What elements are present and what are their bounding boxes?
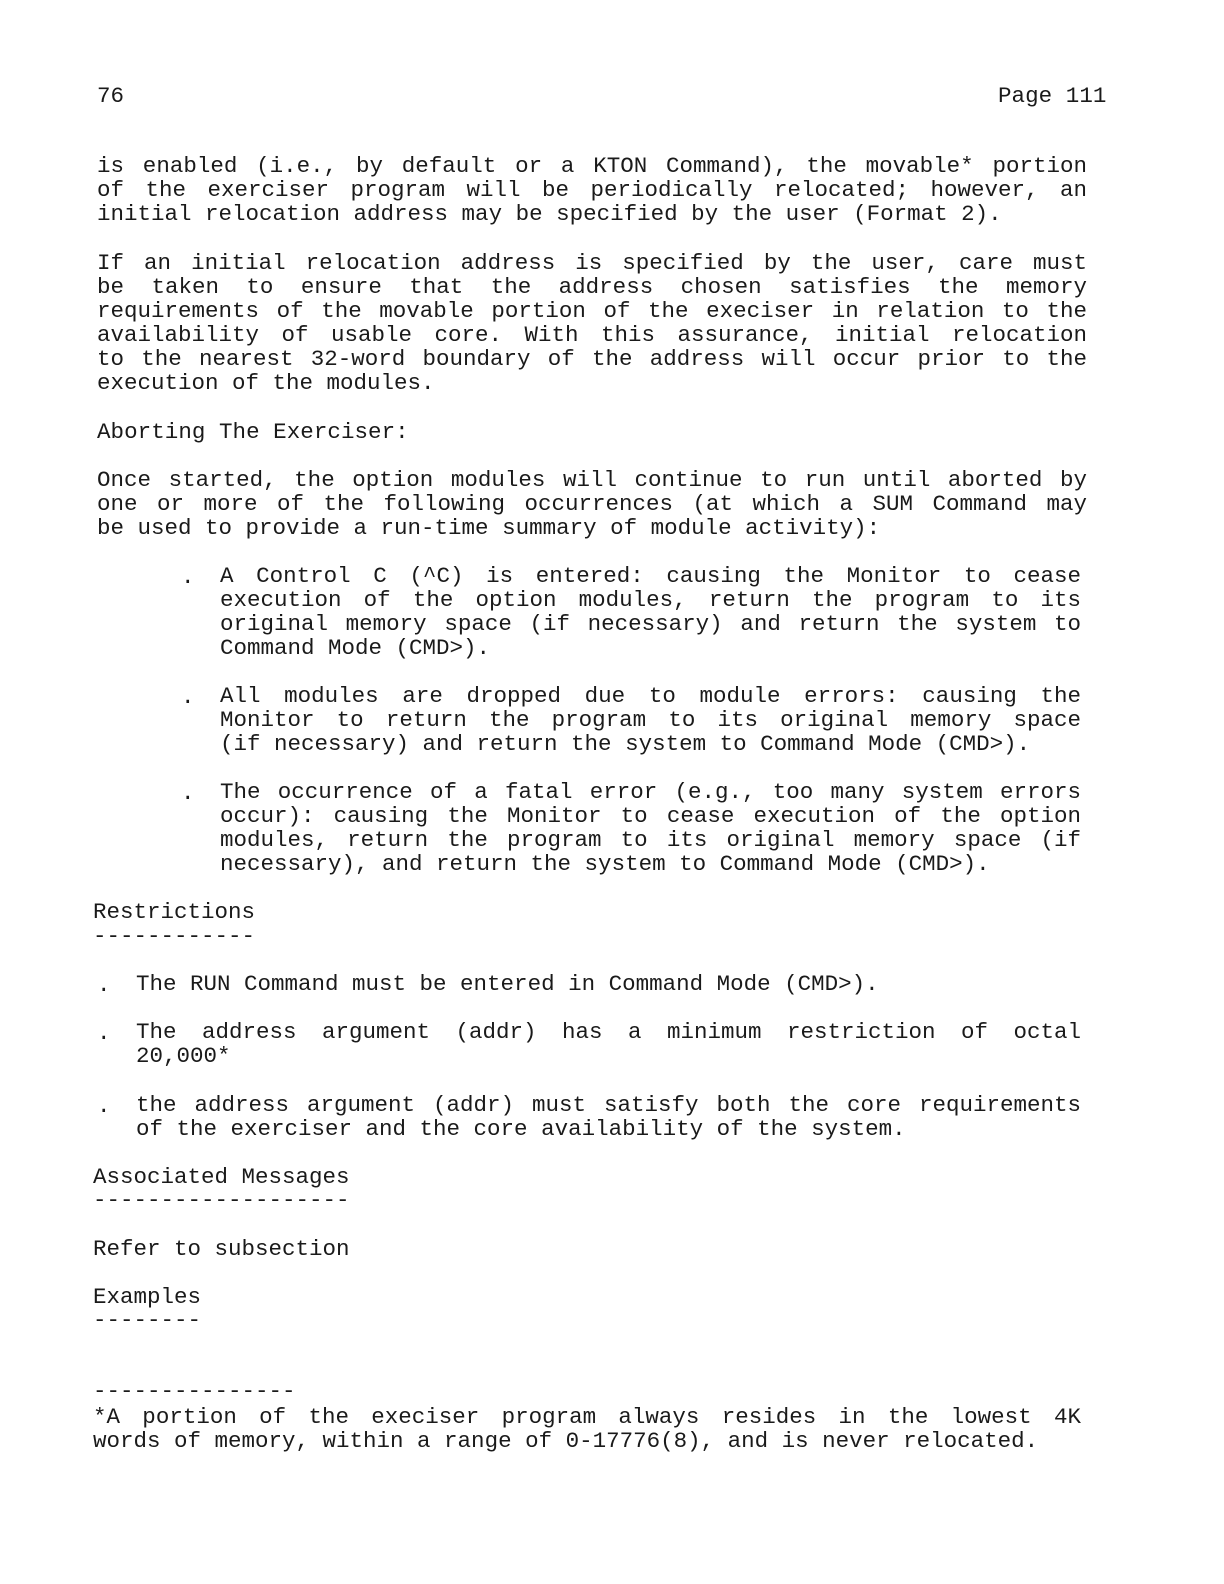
bullet-line: All modules are dropped due to module errors: causing the — [220, 683, 1081, 709]
restrictions-heading: Restrictions — [93, 899, 256, 925]
bullet-line: A Control C (^C) is entered: causing the Monitor to cease — [220, 563, 1081, 589]
bullet-line: (if necessary) and return the system to Command Mode (CMD>). — [220, 731, 1031, 757]
relocation-line: to the nearest 32-word boundary of the address will occur prior to the — [97, 346, 1087, 372]
relocation-line: be taken to ensure that the address chosen satisfies the memory — [97, 274, 1087, 300]
bullet-line: Monitor to return the program to its original memory space — [220, 707, 1081, 733]
abort-bullet-control-c — [220, 564, 1081, 660]
bullet-line: original memory space (if necessary) and return the system to — [220, 611, 1081, 637]
bullet-line: execution of the option modules, return the program to its — [220, 587, 1081, 613]
bullet-dot: . — [97, 1093, 111, 1119]
restriction-line: the address argument (addr) must satisfy both the core requirements — [136, 1092, 1081, 1118]
restriction-line: 20,000* — [136, 1043, 231, 1069]
bullet-dot: . — [97, 1020, 111, 1046]
bullet-line: occur): causing the Monitor to cease execution of the option — [220, 803, 1081, 829]
restrictions-underline: ------------ — [93, 923, 256, 949]
intro-line: of the exerciser program will be periodically relocated; however, an — [97, 177, 1087, 203]
bullet-line: The occurrence of a fatal error (e.g., too many system errors — [220, 779, 1081, 805]
relocation-paragraph — [97, 251, 1087, 395]
restriction-item — [136, 1020, 1081, 1068]
relocation-line: availability of usable core. With this assurance, initial relocation — [97, 322, 1087, 348]
bullet-dot: . — [181, 780, 195, 806]
bullet-line: necessary), and return the system to Command Mode (CMD>). — [220, 851, 990, 877]
footnote-line: words of memory, within a range of 0-17776(8), and is never relocated. — [93, 1428, 1039, 1454]
restriction-item — [136, 1093, 1081, 1141]
abort-bullet-fatal-error — [220, 780, 1081, 876]
abort-bullet-modules-dropped — [220, 684, 1081, 756]
associated-messages-heading: Associated Messages — [93, 1164, 350, 1190]
examples-heading: Examples — [93, 1284, 202, 1310]
associated-messages-underline: ------------------- — [93, 1187, 350, 1213]
footnote-line: *A portion of the execiser program always resides in the lowest 4K — [93, 1404, 1081, 1430]
footnote — [93, 1405, 1081, 1453]
bullet-dot: . — [181, 684, 195, 710]
aborting-heading: Aborting The Exerciser: — [97, 419, 409, 445]
associated-messages-text: Refer to subsection — [93, 1236, 350, 1262]
aborting-line: one or more of the following occurrences (at which a SUM Command may — [97, 491, 1087, 517]
page-label: Page 111 — [998, 83, 1107, 109]
restriction-item — [136, 972, 1081, 996]
intro-line: is enabled (i.e., by default or a KTON Command), the movable* portion — [97, 153, 1087, 179]
bullet-dot: . — [181, 564, 195, 590]
examples-underline: -------- — [93, 1307, 202, 1333]
restriction-line: The address argument (addr) has a minimum restriction of octal — [136, 1019, 1081, 1045]
intro-line: initial relocation address may be specified by the user (Format 2). — [97, 201, 1002, 227]
bullet-line: modules, return the program to its original memory space (if — [220, 827, 1081, 853]
page-number: 76 — [97, 83, 125, 109]
bullet-dot: . — [97, 972, 111, 998]
bullet-line: Command Mode (CMD>). — [220, 635, 491, 661]
relocation-line: requirements of the movable portion of the execiser in relation to the — [97, 298, 1087, 324]
intro-paragraph — [97, 154, 1087, 226]
restriction-line: of the exerciser and the core availability of the system. — [136, 1116, 906, 1142]
relocation-line: If an initial relocation address is specified by the user, care must — [97, 250, 1087, 276]
footnote-rule: --------------- — [93, 1378, 296, 1404]
relocation-line: execution of the modules. — [97, 370, 435, 396]
restriction-line: The RUN Command must be entered in Command Mode (CMD>). — [136, 971, 879, 997]
aborting-paragraph — [97, 468, 1087, 540]
aborting-line: Once started, the option modules will continue to run until aborted by — [97, 467, 1087, 493]
aborting-line: be used to provide a run-time summary of module activity): — [97, 515, 881, 541]
